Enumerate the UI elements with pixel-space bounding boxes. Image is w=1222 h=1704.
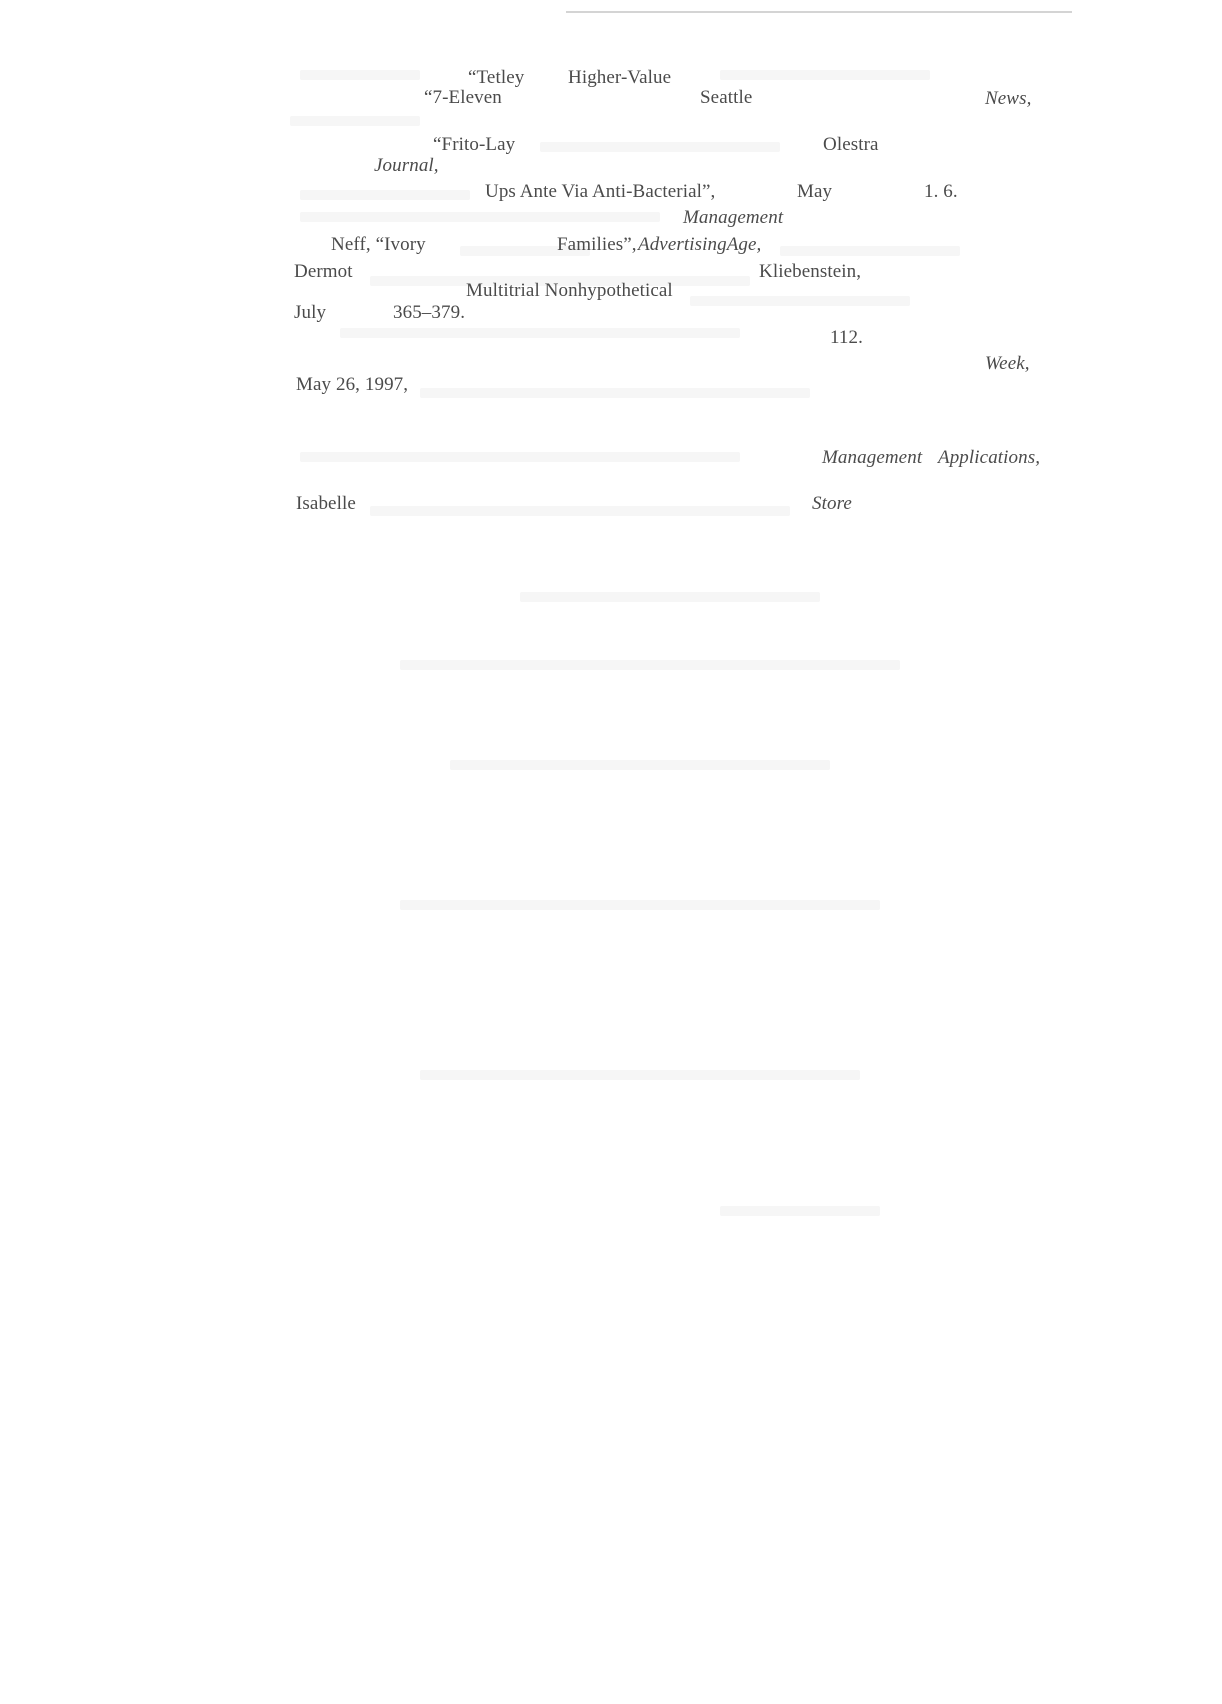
ref-fragment-isabelle: Isabelle	[296, 493, 356, 514]
ref-fragment-management-b: Management	[822, 447, 923, 468]
scan-ghost	[540, 142, 780, 152]
scan-ghost	[370, 506, 790, 516]
scan-ghost	[290, 116, 420, 126]
ref-fragment-journal: Journal,	[374, 155, 439, 176]
scan-ghost	[300, 452, 740, 462]
ref-fragment-news: News,	[985, 88, 1032, 109]
scan-ghost	[780, 246, 960, 256]
scan-ghost	[720, 70, 930, 80]
ref-fragment-may: May	[797, 181, 833, 202]
scan-ghost	[300, 212, 660, 222]
ref-fragment-families: Families”,	[557, 234, 637, 255]
scan-ghost	[340, 328, 740, 338]
ref-fragment-kliebenstein: Kliebenstein,	[759, 261, 862, 282]
ref-fragment-ups-ante: Ups Ante Via Anti-Bacterial”,	[485, 181, 716, 202]
ref-fragment-one-six: 1. 6.	[924, 181, 958, 202]
scan-ghost	[720, 1206, 880, 1216]
scan-ghost	[520, 592, 820, 602]
scan-ghost	[300, 70, 420, 80]
ref-fragment-july: July	[294, 302, 327, 323]
ref-fragment-may-date: May 26, 1997,	[296, 374, 409, 395]
ref-fragment-multitrial: Multitrial Nonhypothetical	[466, 280, 673, 301]
ref-fragment-seattle: Seattle	[700, 87, 753, 108]
ref-fragment-advertising-age: AdvertisingAge,	[638, 234, 762, 255]
ref-fragment-pages: 365–379.	[393, 302, 466, 323]
ref-fragment-store: Store	[812, 493, 852, 514]
scan-ghost	[450, 760, 830, 770]
scan-ghost	[400, 900, 880, 910]
ref-fragment-tetley: “Tetley	[468, 67, 525, 88]
scan-ghost	[400, 660, 900, 670]
ref-fragment-dermot: Dermot	[294, 261, 353, 282]
top-rule	[566, 11, 1072, 13]
ref-fragment-applications: Applications,	[938, 447, 1041, 468]
scan-ghost	[420, 1070, 860, 1080]
ref-fragment-management: Management	[683, 207, 784, 228]
ref-fragment-seven-eleven: “7-Eleven	[424, 87, 502, 108]
scan-ghost	[300, 190, 470, 200]
scan-ghost	[420, 388, 810, 398]
ref-fragment-neff-ivory: Neff, “Ivory	[331, 234, 426, 255]
ref-fragment-higher-value: Higher-Value	[568, 67, 672, 88]
ref-fragment-frito-lay: “Frito-Lay	[433, 134, 516, 155]
ref-fragment-olestra: Olestra	[823, 134, 879, 155]
ref-fragment-one-twelve: 112.	[830, 327, 863, 348]
ref-fragment-week: Week,	[985, 353, 1030, 374]
scan-ghost	[690, 296, 910, 306]
